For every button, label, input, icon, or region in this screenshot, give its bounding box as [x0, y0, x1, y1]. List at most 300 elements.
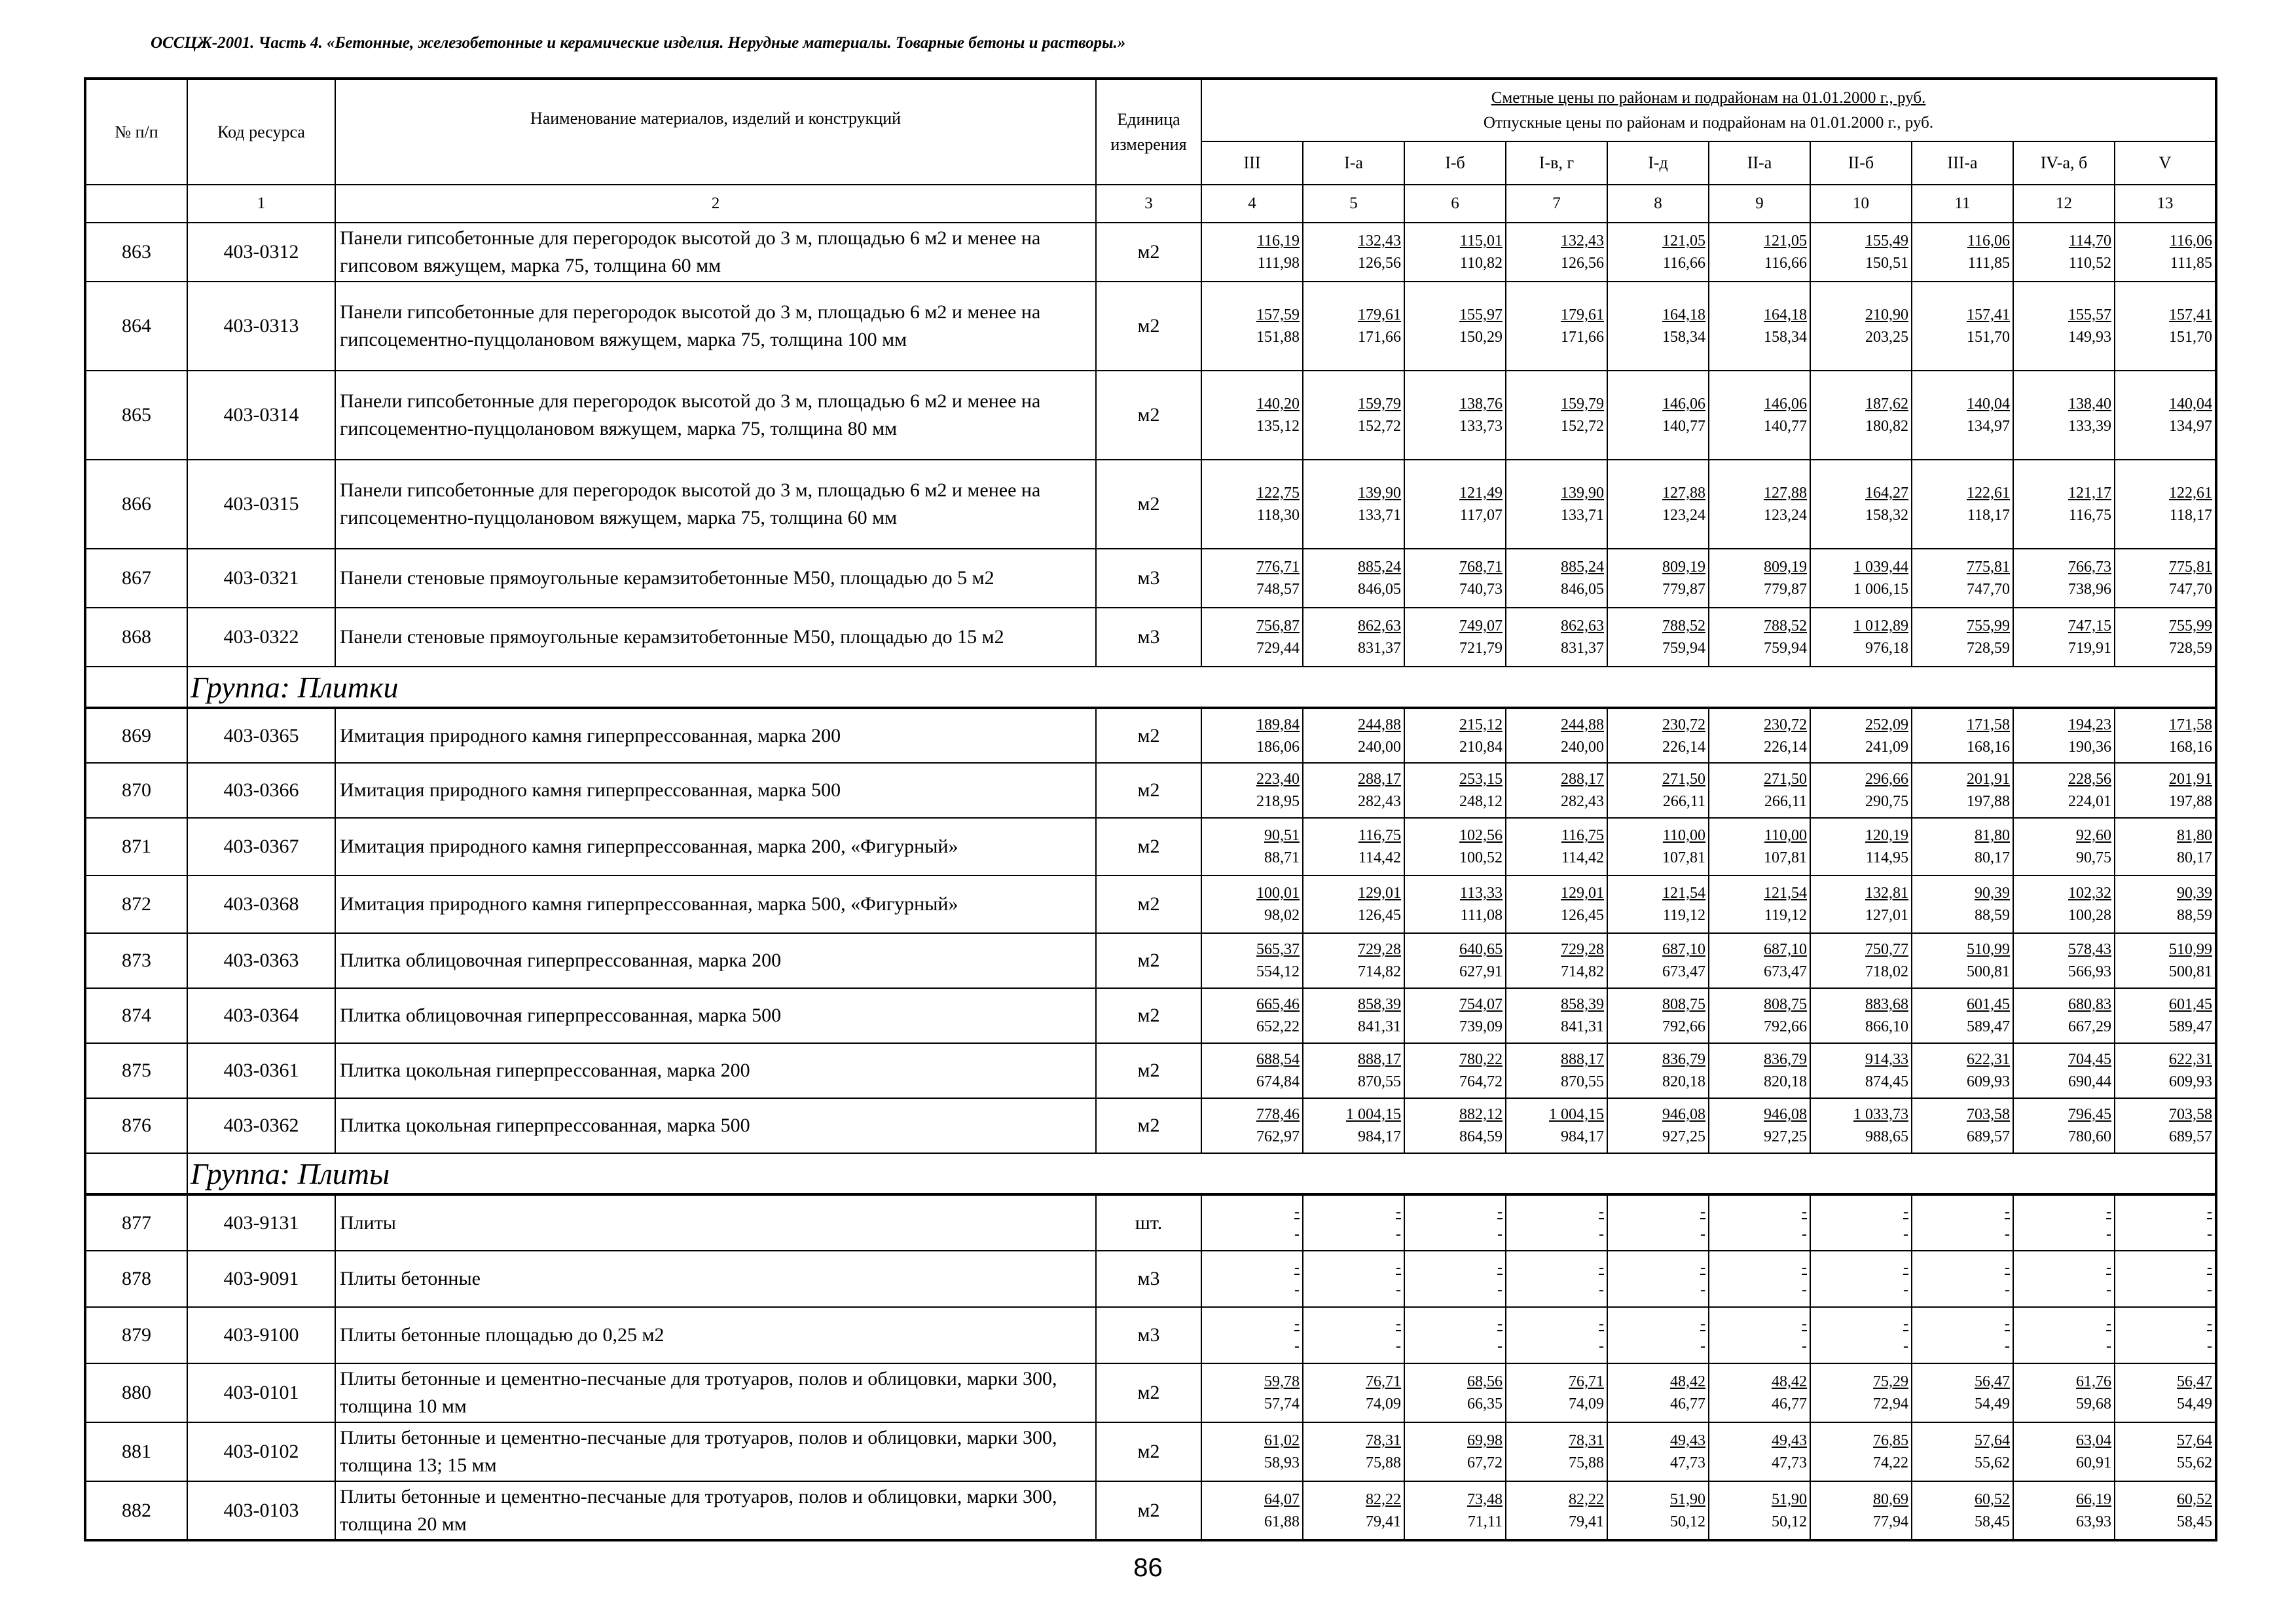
page-number: 86: [1133, 1553, 1163, 1582]
estimated-price: 49,43: [1670, 1432, 1705, 1449]
price-cell: [1709, 1194, 1810, 1251]
row-number: 866: [85, 460, 187, 549]
estimated-price: 858,39: [1358, 996, 1401, 1013]
estimated-price: 885,24: [1358, 559, 1401, 576]
release-price: 500,81: [2169, 963, 2213, 980]
estimated-price: 146,06: [1764, 396, 1807, 413]
table-row: [85, 818, 2216, 876]
release-price: -: [2005, 1225, 2010, 1243]
price-cell: [1201, 460, 1303, 549]
release-price: 118,17: [1967, 507, 2010, 524]
release-price: 988,65: [1865, 1128, 1908, 1145]
estimated-price: 100,01: [1256, 885, 1300, 902]
header-unit: [1096, 79, 1201, 185]
price-cell: [1201, 708, 1303, 763]
release-price: 134,97: [2169, 418, 2213, 435]
price-cell: [1404, 608, 1506, 667]
price-cell: [1607, 1363, 1709, 1422]
release-price: -: [2207, 1282, 2213, 1299]
estimated-price: -: [1599, 1316, 1604, 1333]
release-price: -: [1396, 1282, 1401, 1299]
price-cell: [1506, 371, 1607, 460]
column-number: 2: [335, 185, 1096, 223]
release-price: 116,66: [1662, 255, 1705, 272]
release-price: 203,25: [1865, 329, 1908, 346]
price-cell: [1404, 1098, 1506, 1153]
material-name: Плитка цокольная гиперпрессованная, марка 200: [335, 1043, 1096, 1098]
estimated-price: 862,63: [1358, 618, 1401, 635]
price-cell: [1404, 223, 1506, 282]
price-cell: [2013, 1043, 2115, 1098]
row-number: 879: [85, 1307, 187, 1363]
estimated-price: 140,04: [2169, 396, 2213, 413]
price-cell: [1607, 282, 1709, 371]
price-cell: [1709, 763, 1810, 818]
estimated-price: 57,64: [2177, 1432, 2213, 1449]
row-number: 863: [85, 223, 187, 282]
price-cell: [1810, 988, 1912, 1043]
estimated-price: 132,43: [1561, 232, 1604, 249]
release-price: 90,75: [2076, 849, 2111, 866]
estimated-price: -: [1700, 1203, 1705, 1221]
resource-code: 403-9131: [187, 1194, 335, 1251]
table-row: [85, 708, 2216, 763]
estimated-price: 129,01: [1358, 885, 1401, 902]
estimated-price: 836,79: [1662, 1051, 1705, 1068]
estimated-price: -: [2005, 1203, 2010, 1221]
estimated-price: 102,32: [2068, 885, 2111, 902]
estimated-price: 75,29: [1873, 1373, 1908, 1390]
release-price: 728,59: [1967, 640, 2010, 657]
column-number: 10: [1810, 185, 1912, 223]
price-cell: [1607, 933, 1709, 988]
price-cell: [1303, 1098, 1404, 1153]
estimated-price: -: [2106, 1259, 2111, 1276]
release-price: 728,59: [2169, 640, 2213, 657]
price-cell: [1607, 1307, 1709, 1363]
price-cell: [1709, 1098, 1810, 1153]
estimated-price: 946,08: [1764, 1106, 1807, 1123]
release-price: 55,62: [1975, 1454, 2010, 1471]
price-cell: [1506, 708, 1607, 763]
estimated-price: 601,45: [1967, 996, 2010, 1013]
estimated-price: 61,02: [1264, 1432, 1300, 1449]
release-price: 149,93: [2068, 329, 2111, 346]
release-price: 117,07: [1459, 507, 1503, 524]
release-price: 197,88: [1967, 793, 2010, 810]
price-cell: [1810, 460, 1912, 549]
estimated-price: 132,43: [1358, 232, 1401, 249]
price-cell: [1607, 371, 1709, 460]
estimated-price: 1 004,15: [1549, 1106, 1604, 1123]
header-unit-line2: измерения: [1110, 134, 1187, 154]
release-price: 282,43: [1561, 793, 1604, 810]
price-cell: [2115, 818, 2216, 876]
release-price: 718,02: [1865, 963, 1908, 980]
price-cell: [1506, 876, 1607, 933]
release-price: -: [1700, 1282, 1705, 1299]
release-price: 841,31: [1561, 1018, 1604, 1035]
release-price: 674,84: [1256, 1073, 1300, 1090]
release-price: 114,42: [1358, 849, 1401, 866]
estimated-price: 882,12: [1459, 1106, 1503, 1123]
column-number-row: [85, 185, 2216, 223]
release-price: 126,45: [1561, 907, 1604, 924]
price-cell: [1912, 608, 2013, 667]
estimated-price: -: [1802, 1259, 1807, 1276]
release-price: 74,22: [1873, 1454, 1908, 1471]
price-cell: [1607, 460, 1709, 549]
unit: м3: [1096, 1307, 1201, 1363]
estimated-price: 288,17: [1561, 771, 1604, 788]
release-price: 151,70: [1967, 329, 2010, 346]
group-row: [85, 1153, 2216, 1194]
material-name: Плиты бетонные и цементно-песчаные для тротуаров, полов и облицовки, марки 300, толщина 20 мм: [335, 1481, 1096, 1540]
table-row: [85, 282, 2216, 371]
release-price: -: [1294, 1225, 1300, 1243]
estimated-price: 157,41: [1967, 306, 2010, 323]
price-cell: [1607, 818, 1709, 876]
price-cell: [2115, 608, 2216, 667]
release-price: 747,70: [2169, 581, 2213, 598]
group-title: Группа: Плитки: [187, 667, 2216, 708]
release-price: 75,88: [1569, 1454, 1604, 1471]
unit: м2: [1096, 763, 1201, 818]
price-cell: [2013, 1307, 2115, 1363]
price-cell: [2013, 1098, 2115, 1153]
estimated-price: 687,10: [1662, 941, 1705, 958]
release-price: 866,10: [1865, 1018, 1908, 1035]
estimated-price: 82,22: [1366, 1490, 1401, 1508]
price-cell: [1506, 1363, 1607, 1422]
table-row: [85, 608, 2216, 667]
release-price: 57,74: [1264, 1395, 1300, 1412]
release-price: 190,36: [2068, 738, 2111, 756]
material-name: Имитация природного камня гиперпрессованная, марка 200: [335, 708, 1096, 763]
release-price: 111,85: [1967, 255, 2010, 272]
release-price: 158,34: [1662, 329, 1705, 346]
row-number: 868: [85, 608, 187, 667]
estimated-price: 73,48: [1467, 1490, 1503, 1508]
price-cell: [1810, 933, 1912, 988]
release-price: 158,34: [1764, 329, 1807, 346]
release-price: 589,47: [2169, 1018, 2213, 1035]
estimated-price: 862,63: [1561, 618, 1604, 635]
estimated-price: 159,79: [1358, 396, 1401, 413]
price-cell: [2115, 460, 2216, 549]
estimated-price: 704,45: [2068, 1051, 2111, 1068]
estimated-price: 230,72: [1662, 716, 1705, 733]
release-price: 870,55: [1561, 1073, 1604, 1090]
estimated-price: 228,56: [2068, 771, 2111, 788]
estimated-price: 780,22: [1459, 1051, 1503, 1068]
release-price: 689,57: [2169, 1128, 2213, 1145]
row-number: 864: [85, 282, 187, 371]
estimated-price: 120,19: [1865, 827, 1908, 844]
row-number: 869: [85, 708, 187, 763]
estimated-price: 139,90: [1358, 485, 1401, 502]
price-cell: [2115, 708, 2216, 763]
column-number: 3: [1096, 185, 1201, 223]
release-price: 75,88: [1366, 1454, 1401, 1471]
estimated-price: 187,62: [1865, 396, 1908, 413]
price-cell: [1709, 1363, 1810, 1422]
release-price: 63,93: [2076, 1513, 2111, 1530]
release-price: 100,28: [2068, 907, 2111, 924]
resource-code: 403-0362: [187, 1098, 335, 1153]
estimated-price: 76,85: [1873, 1432, 1908, 1449]
material-name: Панели стеновые прямоугольные керамзитобетонные М50, площадью до 5 м2: [335, 549, 1096, 608]
price-cell: [2115, 933, 2216, 988]
header-region: II-а: [1709, 141, 1810, 185]
material-name: Плиты: [335, 1194, 1096, 1251]
release-price: 67,72: [1467, 1454, 1503, 1471]
release-price: 126,56: [1358, 255, 1401, 272]
resource-code: 403-0367: [187, 818, 335, 876]
price-cell: [1810, 1194, 1912, 1251]
estimated-price: 78,31: [1569, 1432, 1604, 1449]
estimated-price: 565,37: [1256, 941, 1300, 958]
column-number: 8: [1607, 185, 1709, 223]
price-cell: [1912, 1194, 2013, 1251]
price-cell: [1810, 708, 1912, 763]
price-cell: [1607, 1422, 1709, 1481]
estimated-price: 201,91: [2169, 771, 2213, 788]
table-row: [85, 988, 2216, 1043]
price-cell: [1709, 608, 1810, 667]
price-cell: [1607, 988, 1709, 1043]
price-cell: [1506, 1251, 1607, 1307]
estimated-price: -: [1497, 1259, 1503, 1276]
price-cell: [2013, 1251, 2115, 1307]
price-cell: [1810, 371, 1912, 460]
release-price: 114,42: [1561, 849, 1604, 866]
price-cell: [1404, 549, 1506, 608]
price-cell: [2013, 1194, 2115, 1251]
release-price: 111,08: [1460, 907, 1503, 924]
price-cell: [1201, 876, 1303, 933]
unit: м2: [1096, 460, 1201, 549]
price-cell: [1709, 1422, 1810, 1481]
material-name: Имитация природного камня гиперпрессованная, марка 200, «Фигурный»: [335, 818, 1096, 876]
release-price: 984,17: [1561, 1128, 1604, 1145]
estimated-price: 729,28: [1358, 941, 1401, 958]
table-row: [85, 223, 2216, 282]
unit: м3: [1096, 549, 1201, 608]
table-row: [85, 1481, 2216, 1540]
table-row: [85, 876, 2216, 933]
header-price-title-bottom: Отпускные цены по районам и подрайонам на 01.01.2000 г., руб.: [1483, 113, 1934, 132]
release-price: 927,25: [1662, 1128, 1705, 1145]
estimated-price: 61,76: [2076, 1373, 2111, 1390]
release-price: 747,70: [1967, 581, 2010, 598]
estimated-price: 164,27: [1865, 485, 1908, 502]
header-code: Код ресурса: [187, 79, 335, 185]
unit: м3: [1096, 608, 1201, 667]
price-cell: [1709, 1481, 1810, 1540]
estimated-price: 122,61: [1967, 485, 2010, 502]
estimated-price: 121,54: [1662, 885, 1705, 902]
estimated-price: 69,98: [1467, 1432, 1503, 1449]
release-price: 133,73: [1459, 418, 1503, 435]
price-cell: [2013, 1422, 2115, 1481]
release-price: 690,44: [2068, 1073, 2111, 1090]
header-region: II-б: [1810, 141, 1912, 185]
resource-code: 403-0321: [187, 549, 335, 608]
material-name: Плитка цокольная гиперпрессованная, марка 500: [335, 1098, 1096, 1153]
estimated-price: -: [1396, 1259, 1401, 1276]
price-cell: [1303, 1194, 1404, 1251]
row-number: 870: [85, 763, 187, 818]
price-cell: [1506, 1098, 1607, 1153]
release-price: 748,57: [1256, 581, 1300, 598]
group-row: [85, 667, 2216, 708]
price-cell: [2013, 549, 2115, 608]
material-name: Плитка облицовочная гиперпрессованная, марка 200: [335, 933, 1096, 988]
release-price: 47,73: [1772, 1454, 1807, 1471]
release-price: 133,71: [1561, 507, 1604, 524]
resource-code: 403-9091: [187, 1251, 335, 1307]
estimated-price: 768,71: [1459, 559, 1503, 576]
header-region: I-б: [1404, 141, 1506, 185]
column-number: 13: [2115, 185, 2216, 223]
price-cell: [1506, 1481, 1607, 1540]
release-price: 126,56: [1561, 255, 1604, 272]
estimated-price: 194,23: [2068, 716, 2111, 733]
release-price: 79,41: [1366, 1513, 1401, 1530]
header-region: I-д: [1607, 141, 1709, 185]
price-cell: [1912, 1481, 2013, 1540]
price-cell: [2115, 223, 2216, 282]
estimated-price: -: [1802, 1316, 1807, 1333]
estimated-price: 808,75: [1764, 996, 1807, 1013]
unit: м2: [1096, 1363, 1201, 1422]
estimated-price: 115,01: [1459, 232, 1503, 249]
release-price: 719,91: [2068, 640, 2111, 657]
resource-code: 403-0315: [187, 460, 335, 549]
estimated-price: 76,71: [1569, 1373, 1604, 1390]
price-cell: [1709, 282, 1810, 371]
release-price: -: [2207, 1338, 2213, 1355]
price-cell: [1404, 988, 1506, 1043]
release-price: -: [1599, 1338, 1604, 1355]
estimated-price: 102,56: [1459, 827, 1503, 844]
table-row: [85, 1307, 2216, 1363]
estimated-price: 244,88: [1561, 716, 1604, 733]
row-number: 872: [85, 876, 187, 933]
release-price: 119,12: [1662, 907, 1705, 924]
estimated-price: 66,19: [2076, 1490, 2111, 1508]
estimated-price: 110,00: [1764, 827, 1807, 844]
release-price: 874,45: [1865, 1073, 1908, 1090]
table-row: [85, 933, 2216, 988]
price-cell: [1404, 933, 1506, 988]
release-price: -: [2207, 1225, 2213, 1243]
price-cell: [1201, 1194, 1303, 1251]
price-cell: [2115, 1307, 2216, 1363]
table-row: [85, 1043, 2216, 1098]
price-cell: [1303, 876, 1404, 933]
release-price: 133,39: [2068, 418, 2111, 435]
estimated-price: -: [2106, 1203, 2111, 1221]
release-price: 133,71: [1358, 507, 1401, 524]
estimated-price: -: [1700, 1316, 1705, 1333]
estimated-price: 90,39: [2177, 885, 2213, 902]
price-cell: [1912, 1043, 2013, 1098]
estimated-price: 201,91: [1967, 771, 2010, 788]
price-cell: [2013, 763, 2115, 818]
price-cell: [2115, 1043, 2216, 1098]
row-number: 881: [85, 1422, 187, 1481]
price-cell: [1303, 549, 1404, 608]
estimated-price: 1 033,73: [1853, 1106, 1908, 1123]
resource-code: 403-0368: [187, 876, 335, 933]
price-cell: [2013, 282, 2115, 371]
price-cell: [1303, 1422, 1404, 1481]
release-price: 88,71: [1264, 849, 1300, 866]
price-cell: [1709, 988, 1810, 1043]
price-cell: [1810, 1422, 1912, 1481]
release-price: 59,68: [2076, 1395, 2111, 1412]
estimated-price: 836,79: [1764, 1051, 1807, 1068]
price-cell: [1607, 708, 1709, 763]
estimated-price: 90,51: [1264, 827, 1300, 844]
estimated-price: 51,90: [1670, 1490, 1705, 1508]
release-price: 554,12: [1256, 963, 1300, 980]
release-price: 74,09: [1569, 1395, 1604, 1412]
price-cell: [1912, 818, 2013, 876]
release-price: -: [1396, 1225, 1401, 1243]
price-cell: [2013, 708, 2115, 763]
estimated-price: 122,61: [2169, 485, 2213, 502]
release-price: -: [1599, 1282, 1604, 1299]
resource-code: 403-0102: [187, 1422, 335, 1481]
resource-code: 403-0363: [187, 933, 335, 988]
estimated-price: 155,49: [1865, 232, 1908, 249]
estimated-price: 57,64: [1975, 1432, 2010, 1449]
row-number: 876: [85, 1098, 187, 1153]
price-cell: [1201, 1307, 1303, 1363]
price-cell: [1709, 549, 1810, 608]
release-price: 820,18: [1662, 1073, 1705, 1090]
release-price: 77,94: [1873, 1513, 1908, 1530]
price-cell: [1303, 460, 1404, 549]
estimated-price: -: [1700, 1259, 1705, 1276]
row-number: 880: [85, 1363, 187, 1422]
material-name: Панели гипсобетонные для перегородок высотой до 3 м, площадью 6 м2 и менее на гипсоцементно-пуццолановом вяжущем, марка 75, толщина 80 мм: [335, 371, 1096, 460]
release-price: 780,60: [2068, 1128, 2111, 1145]
estimated-price: 140,20: [1256, 396, 1300, 413]
release-price: 792,66: [1764, 1018, 1807, 1035]
release-price: 88,59: [2177, 907, 2213, 924]
estimated-price: 858,39: [1561, 996, 1604, 1013]
release-price: 764,72: [1459, 1073, 1503, 1090]
release-price: -: [2106, 1282, 2111, 1299]
estimated-price: 49,43: [1772, 1432, 1807, 1449]
price-cell: [2115, 1481, 2216, 1540]
price-cell: [2115, 1363, 2216, 1422]
price-cell: [1607, 1043, 1709, 1098]
release-price: 186,06: [1256, 738, 1300, 756]
estimated-price: 48,42: [1670, 1373, 1705, 1390]
estimated-price: 138,76: [1459, 396, 1503, 413]
header-unit-line1: Единица: [1117, 109, 1180, 129]
estimated-price: 775,81: [2169, 559, 2213, 576]
price-cell: [1607, 223, 1709, 282]
estimated-price: 171,58: [2169, 716, 2213, 733]
release-price: 60,91: [2076, 1454, 2111, 1471]
price-cell: [1201, 371, 1303, 460]
